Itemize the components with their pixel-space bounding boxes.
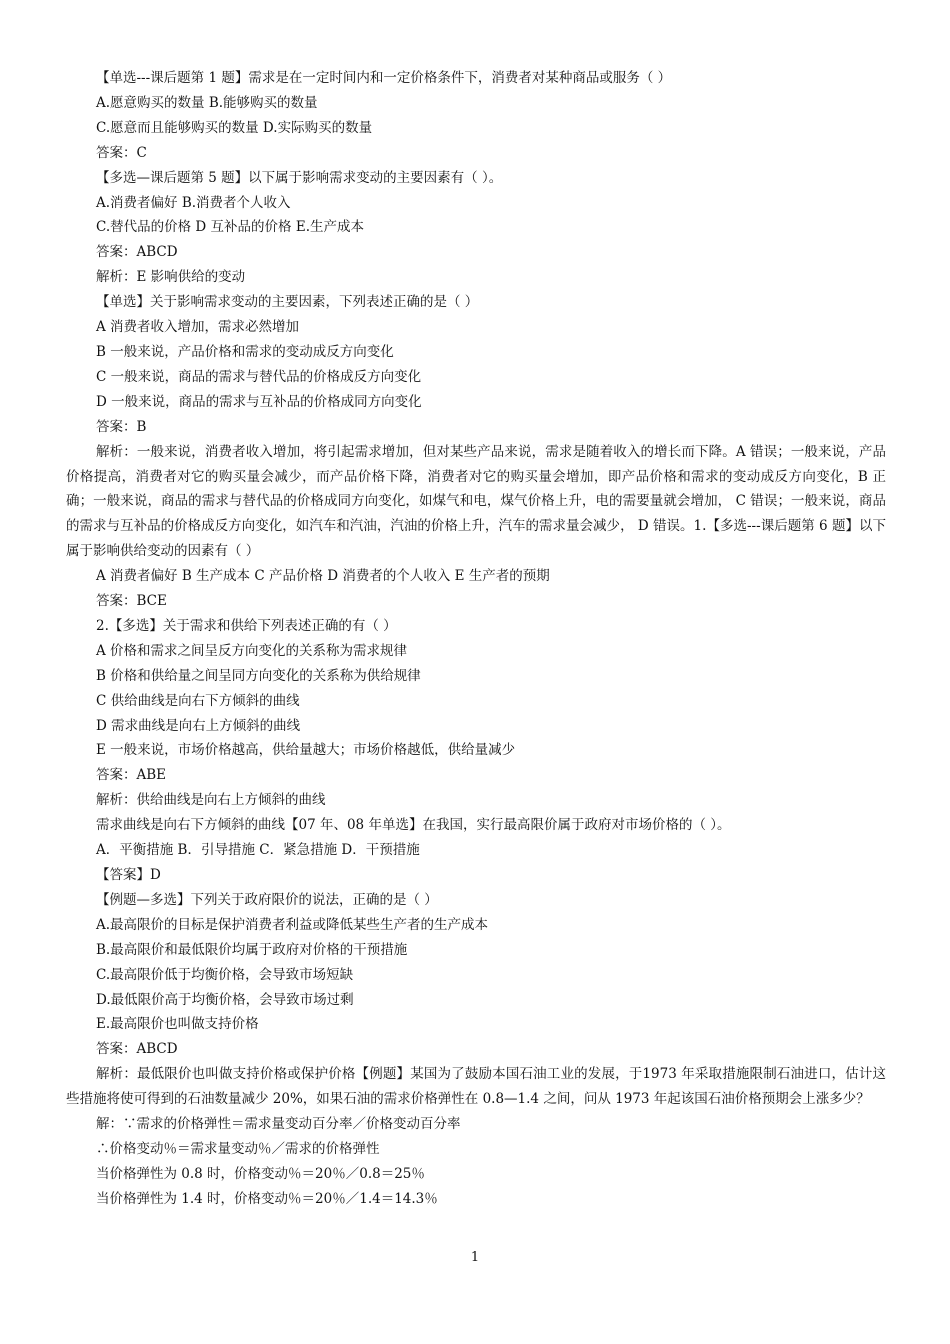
text-line: 【答案】D (96, 867, 161, 883)
text-line: D 一般来说，商品的需求与互补品的价格成同方向变化 (96, 393, 422, 410)
text-line: 答案：ABCD (96, 1041, 178, 1058)
text-line: 解析：供给曲线是向右上方倾斜的曲线 (96, 792, 326, 809)
text-line: 当价格弹性为 0.8 时，价格变动％＝20％／0.8＝25％ (96, 1165, 425, 1182)
example-paragraph: 解析：最低限价也叫做支持价格或保护价格【例题】某国为了鼓励本国石油工业的发展，于1973 年采取措施限制石油进口，估计这些措施将使可得到的石油数量减少 20%，如果石油的需求价格弹性在 0.8—1.4 之间，问从 1973 年起该国石油价格预期会上涨多少？ (66, 1066, 886, 1108)
text-line: A.最高限价的目标是保护消费者利益或降低某些生产者的生产成本 (96, 916, 489, 933)
text-line: D 需求曲线是向右上方倾斜的曲线 (96, 717, 301, 734)
text-line: C 供给曲线是向右下方倾斜的曲线 (96, 692, 300, 709)
text-line: A 价格和需求之间呈反方向变化的关系称为需求规律 (96, 642, 408, 659)
text-line: A 消费者收入增加，需求必然增加 (96, 319, 300, 336)
text-line: D.最低限价高于均衡价格，会导致市场过剩 (96, 991, 354, 1008)
text-line: 【例题—多选】下列关于政府限价的说法，正确的是（ ） (96, 891, 438, 908)
text-line: C.最高限价低于均衡价格，会导致市场短缺 (96, 966, 354, 983)
text-line: A 消费者偏好 B 生产成本 C 产品价格 D 消费者的个人收入 E 生产者的预期 (96, 568, 550, 585)
text-line: C 一般来说，商品的需求与替代品的价格成反方向变化 (96, 368, 422, 385)
text-line: E 一般来说，市场价格越高，供给量越大；市场价格越低，供给量减少 (96, 742, 516, 759)
text-line: 答案：ABE (96, 767, 167, 784)
text-line: 【多选—课后题第 5 题】以下属于影响需求变动的主要因素有（ ）。 (96, 169, 503, 186)
text-line: B 一般来说，产品价格和需求的变动成反方向变化 (96, 343, 394, 360)
text-line: 答案：BCE (96, 593, 167, 610)
document-content (66, 66, 886, 1212)
text-line: ∴价格变动％＝需求量变动％／需求的价格弹性 (96, 1140, 380, 1157)
analysis-paragraph: 解析：一般来说，消费者收入增加，将引起需求增加，但对某些产品来说，需求是随着收入的增长而下降。A 错误；一般来说，产品价格提高，消费者对它的购买量会减少，而产品价格下降，消费者对它的购买量会增加，即产品价格和需求的变动成反方向变化，B 正确；一般来说，商品的需求与替代品的价格成同方向变化，如煤气和电，煤气价格上升，电的需要量就会增加， C 错误；一般来说，商品的需求与互补品的价格成反方向变化，如汽车和汽油，汽油的价格上升，汽车的需求量会减少， D 错误。1.【多选---课后题第 6 题】以下属于影响供给变动的因素有（ ） (66, 443, 886, 560)
text-line: 解：∵需求的价格弹性＝需求量变动百分率／价格变动百分率 (96, 1116, 461, 1133)
text-line: 【单选---课后题第 1 题】需求是在一定时间内和一定价格条件下，消费者对某种商品或服务（ ） (96, 70, 672, 86)
text-line: A.消费者偏好 B.消费者个人收入 (96, 194, 291, 211)
text-line: A．平衡措施 B．引导措施 C．紧急措施 D．干预措施 (96, 842, 420, 859)
text-line: B.最高限价和最低限价均属于政府对价格的干预措施 (96, 941, 408, 958)
text-line: 答案：C (96, 144, 147, 161)
text-line: A.愿意购买的数量 B.能够购买的数量 (96, 94, 318, 111)
text-line: 答案：B (96, 418, 147, 435)
text-line: 解析：E 影响供给的变动 (96, 269, 246, 286)
page-number: 1 (470, 1250, 480, 1265)
text-line: 答案：ABCD (96, 244, 178, 261)
text-line: E.最高限价也叫做支持价格 (96, 1016, 259, 1033)
text-line: B 价格和供给量之间呈同方向变化的关系称为供给规律 (96, 667, 421, 684)
text-line: 【单选】关于影响需求变动的主要因素，下列表述正确的是（ ） (96, 294, 479, 311)
text-line: 2.【多选】关于需求和供给下列表述正确的有（ ） (96, 617, 397, 634)
text-line: 需求曲线是向右下方倾斜的曲线【07 年、08 年单选】在我国，实行最高限价属于政府对市场价格的（ ）。 (96, 817, 731, 834)
text-line: C.愿意而且能够购买的数量 D.实际购买的数量 (96, 119, 373, 136)
text-line: 当价格弹性为 1.4 时，价格变动％＝20％／1.4＝14.3％ (96, 1190, 438, 1207)
text-line: C.替代品的价格 D 互补品的价格 E.生产成本 (96, 219, 364, 236)
